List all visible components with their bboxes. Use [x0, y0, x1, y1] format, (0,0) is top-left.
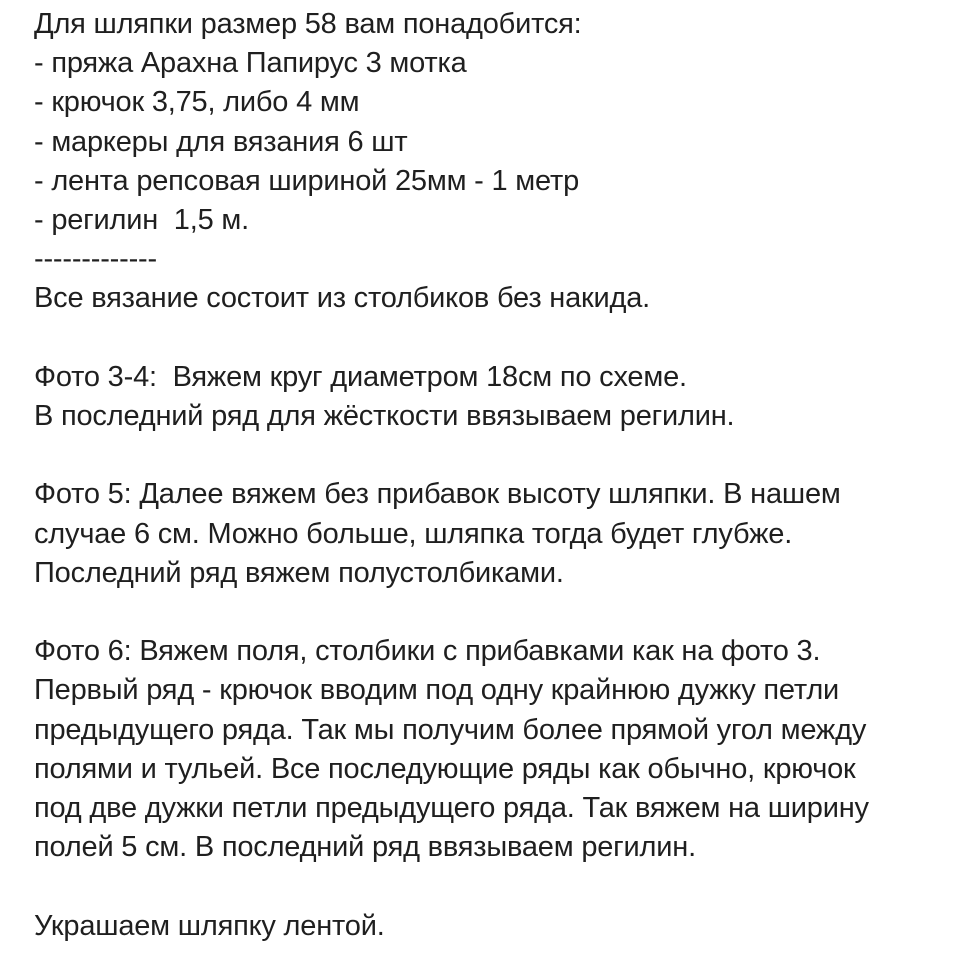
text-line-photo5-a: Фото 5: Далее вяжем без прибавок высоту шляпки. В нашем	[34, 478, 841, 511]
text-line-ribbon: - лента репсовая шириной 25мм - 1 метр	[34, 164, 580, 197]
blank-line	[34, 436, 946, 475]
text-line-photo6-b: Первый ряд - крючок вводим под одну крайнюю дужку петли	[34, 674, 840, 707]
blank-line	[34, 593, 946, 632]
text-line-hook: - крючок 3,75, либо 4 мм	[34, 86, 360, 119]
instructions-text	[34, 5, 946, 946]
text-line-stitch-info: Все вязание состоит из столбиков без накида.	[34, 282, 651, 315]
text-line-photo34-b: В последний ряд для жёсткости ввязываем регилин.	[34, 400, 735, 433]
text-line-regilin: - регилин 1,5 м.	[34, 204, 249, 237]
text-line-photo6-c: предыдущего ряда. Так мы получим более прямой угол между	[34, 713, 867, 746]
text-line-materials-heading: Для шляпки размер 58 вам понадобится:	[34, 8, 582, 40]
text-line-photo6-e: под две дужки петли предыдущего ряда. Так вяжем на ширину	[34, 792, 869, 825]
text-line-photo5-b: случае 6 см. Можно больше, шляпка тогда будет глубже.	[34, 517, 793, 550]
text-line-markers: - маркеры для вязания 6 шт	[34, 125, 408, 158]
text-line-photo6-f: полей 5 см. В последний ряд ввязываем регилин.	[34, 831, 696, 864]
text-line-yarn: - пряжа Арахна Папирус 3 мотка	[34, 47, 467, 80]
text-line-photo6-d: полями и тульей. Все последующие ряды как обычно, крючок	[34, 752, 856, 785]
blank-line	[34, 867, 946, 906]
blank-line	[34, 319, 946, 358]
text-line-photo5-c: Последний ряд вяжем полустолбиками.	[34, 556, 564, 589]
text-line-separator: -------------	[34, 243, 157, 276]
text-line-decorate: Украшаем шляпку лентой.	[34, 909, 385, 942]
text-line-photo6-a: Фото 6: Вяжем поля, столбики с прибавками как на фото 3.	[34, 635, 821, 668]
text-line-photo34-a: Фото 3-4: Вяжем круг диаметром 18см по схеме.	[34, 360, 687, 393]
